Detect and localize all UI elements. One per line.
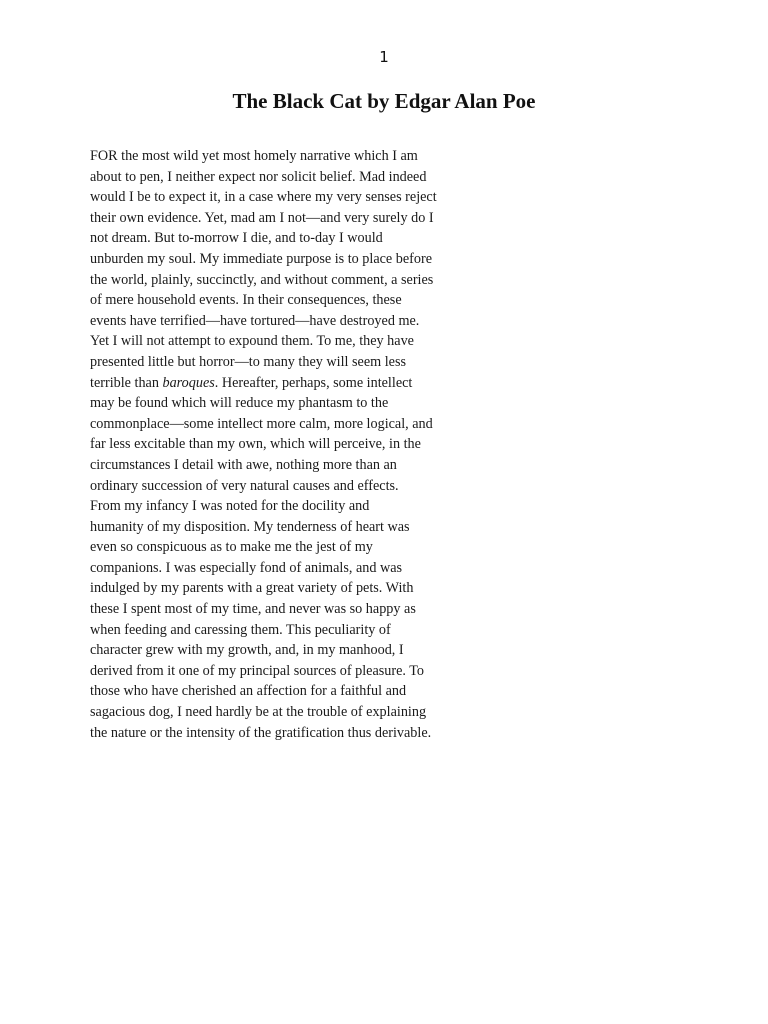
text-line: even so conspicuous as to make me the jest of my: [90, 539, 373, 556]
text-line: far less excitable than my own, which will perceive, in the: [90, 436, 421, 453]
text-line: humanity of my disposition. My tenderness of heart was: [90, 518, 410, 535]
text-line: events have terrified—have tortured—have destroyed me.: [90, 312, 420, 329]
text-line: about to pen, I neither expect nor solicit belief. Mad indeed: [90, 168, 427, 185]
text-segment: terrible than: [90, 374, 163, 391]
text-line: commonplace—some intellect more calm, more logical, and: [90, 415, 433, 432]
text-line: may be found which will reduce my phantasm to the: [90, 395, 389, 412]
text-line: sagacious dog, I need hardly be at the trouble of explaining: [90, 704, 427, 721]
text-line: the world, plainly, succinctly, and without comment, a series: [90, 271, 434, 288]
text-line: [90, 373, 470, 394]
text-line: indulged by my parents with a great variety of pets. With: [90, 580, 414, 597]
document-title: The Black Cat by Edgar Alan Poe: [232, 89, 536, 113]
body-text: [90, 146, 470, 743]
text-line: the nature or the intensity of the gratification thus derivable.: [90, 724, 432, 741]
page-number: 1: [379, 48, 389, 66]
text-line: presented little but horror—to many they will seem less: [90, 353, 406, 370]
text-line: From my infancy I was noted for the docility and: [90, 498, 370, 515]
text-line: ordinary succession of very natural causes and effects.: [90, 477, 399, 494]
text-line: when feeding and caressing them. This peculiarity of: [90, 621, 391, 638]
text-line: those who have cherished an affection for a faithful and: [90, 683, 407, 700]
text-line: not dream. But to-morrow I die, and to-day I would: [90, 230, 383, 247]
text-line: Yet I will not attempt to expound them. To me, they have: [90, 333, 414, 350]
text-line: unburden my soul. My immediate purpose is to place before: [90, 250, 432, 267]
text-line: their own evidence. Yet, mad am I not—and very surely do I: [90, 209, 434, 226]
text-segment: . Hereafter, perhaps, some intellect: [214, 374, 413, 391]
text-line: circumstances I detail with awe, nothing more than an: [90, 456, 397, 473]
text-line: companions. I was especially fond of animals, and was: [90, 559, 403, 576]
text-line: FOR the most wild yet most homely narrative which I am: [90, 148, 418, 164]
italic-word: baroques: [162, 374, 215, 391]
text-line: derived from it one of my principal sources of pleasure. To: [90, 662, 425, 679]
text-line: would I be to expect it, in a case where my very senses reject: [90, 189, 437, 206]
text-line: these I spent most of my time, and never was so happy as: [90, 601, 416, 618]
text-line: of mere household events. In their consequences, these: [90, 292, 402, 309]
text-line: character grew with my growth, and, in my manhood, I: [90, 642, 404, 659]
